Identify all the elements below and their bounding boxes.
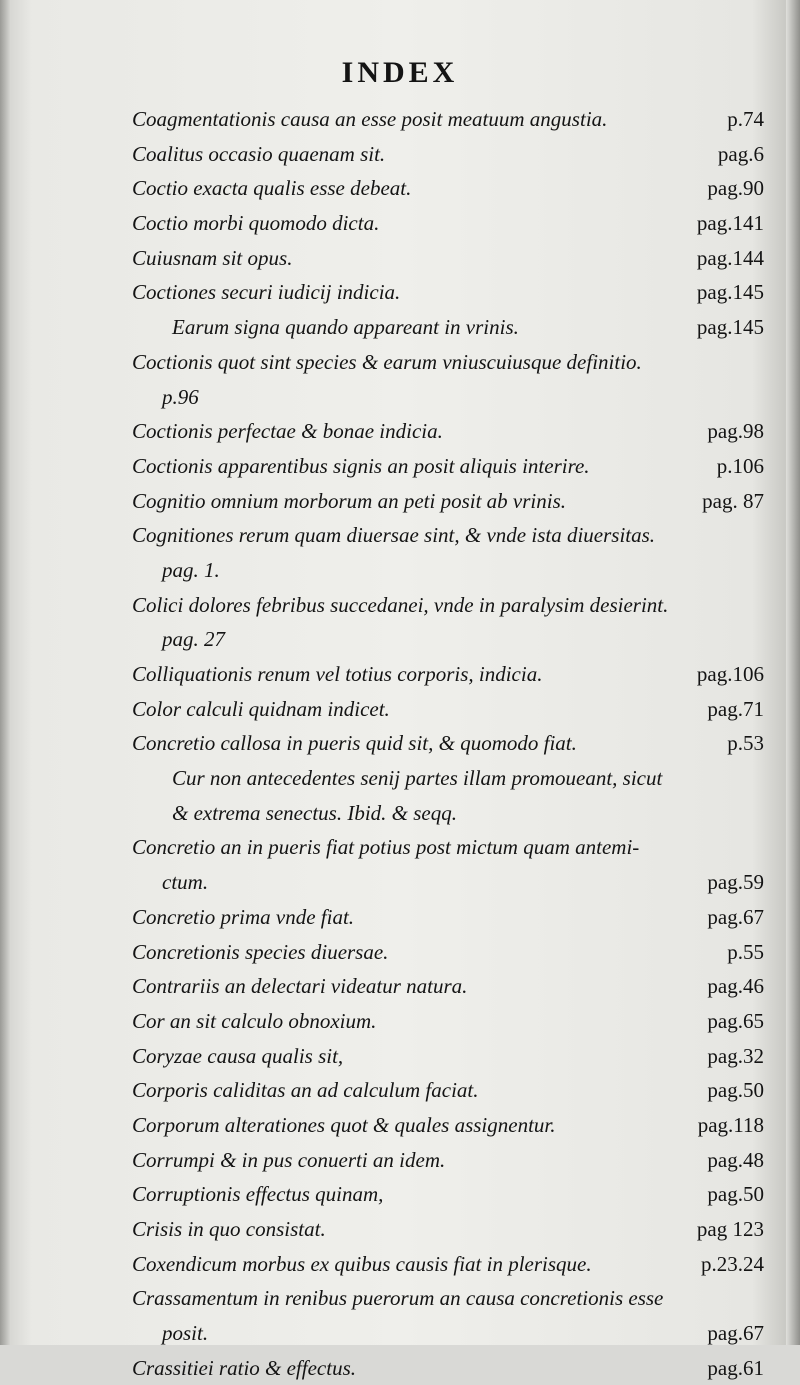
entry-page-ref: pag.6 — [717, 141, 764, 166]
entry-page-ref: pag.67 — [707, 1321, 764, 1346]
entry-text: Coalitus occasio quaenam sit. — [132, 141, 386, 166]
entry-text: Earum signa quando appareant in vrinis. — [172, 315, 519, 340]
entry-text: Concretio prima vnde fiat. — [132, 904, 355, 929]
entry-page-ref: pag.141 — [696, 211, 764, 236]
entry-text: Cognitiones rerum quam diuersae sint, & vnde ista diuersitas. — [132, 523, 656, 548]
entry-text: Corrumpi & in pus conuerti an idem. — [132, 1147, 446, 1172]
entry-text: Crisis in quo consistat. — [132, 1217, 326, 1241]
index-entry — [132, 1143, 764, 1178]
index-entry — [132, 206, 764, 241]
entry-page-ref: pag.145 — [696, 315, 764, 340]
index-entry — [132, 796, 764, 831]
entry-text: Coxendicum morbus ex quibus causis fiat in plerisque. — [132, 1251, 592, 1276]
index-entry — [132, 275, 764, 310]
entry-page-ref: pag.32 — [707, 1043, 764, 1068]
index-entry — [132, 1316, 764, 1351]
index-entry — [132, 761, 764, 796]
index-entry — [132, 241, 764, 276]
entry-text: Coagmentationis causa an esse posit meatuum angustia. — [132, 107, 608, 131]
entry-page-ref: pag.59 — [707, 870, 764, 895]
entry-page-ref: p.106 — [716, 453, 764, 478]
entry-text: Cuiusnam sit opus. — [132, 245, 293, 270]
entry-page-ref: pag.106 — [696, 662, 764, 686]
entry-page-ref: pag. 87 — [702, 488, 764, 513]
entry-page-ref: p.53 — [727, 731, 764, 756]
index-entry — [132, 1039, 764, 1074]
entry-page-ref: p.23.24 — [701, 1251, 764, 1276]
index-entry — [132, 1004, 764, 1039]
index-entry — [132, 380, 764, 415]
index-entry — [132, 935, 764, 970]
index-entry — [132, 1108, 764, 1143]
index-entry — [132, 692, 764, 727]
entry-page-ref: pag.48 — [707, 1147, 764, 1172]
entry-text: Coctionis quot sint species & earum vniuscuiusque definitio. — [132, 349, 642, 374]
entry-text: Coctionis apparentibus signis an posit aliquis interire. — [132, 453, 590, 478]
entry-page-ref: pag.67 — [707, 904, 764, 929]
entry-text: & extrema senectus. Ibid. & seqq. — [172, 800, 457, 825]
entry-page-ref: pag.65 — [707, 1008, 764, 1033]
entry-text: pag. 27 — [162, 627, 225, 652]
index-entry — [132, 553, 764, 588]
entry-text: Colliquationis renum vel totius corporis, indicia. — [132, 662, 543, 686]
entry-text: Cor an sit calculo obnoxium. — [132, 1008, 377, 1033]
entry-text: Coctiones securi iudicij indicia. — [132, 280, 401, 305]
entry-page-ref: pag.46 — [707, 974, 764, 999]
entry-text: ctum. — [162, 870, 209, 895]
index-entry — [132, 588, 764, 623]
entry-text: Corporis caliditas an ad calculum faciat. — [132, 1078, 479, 1103]
entry-page-ref: pag.144 — [696, 245, 764, 270]
entry-text: Coctio morbi quomodo dicta. — [132, 211, 380, 236]
entry-text: pag. 1. — [162, 557, 220, 582]
entry-page-ref: pag.50 — [707, 1078, 764, 1103]
entry-text: Crassamentum in renibus puerorum an causa concretionis esse — [132, 1286, 664, 1311]
index-entry — [132, 414, 764, 449]
entry-text: posit. — [162, 1321, 209, 1346]
entry-text: Concretio callosa in pueris quid sit, & quomodo fiat. — [132, 731, 577, 756]
entry-page-ref: pag.145 — [696, 280, 764, 305]
index-entries — [132, 102, 764, 1385]
entry-text: Colici dolores febribus succedanei, vnde in paralysim desierint. — [132, 592, 669, 617]
entry-text: Cur non antecedentes senij partes illam promoueant, sicut — [172, 766, 663, 791]
entry-text: Coctio exacta qualis esse debeat. — [132, 176, 412, 201]
page-right-edge — [786, 0, 800, 1345]
entry-text: Corporum alterationes quot & quales assignentur. — [132, 1112, 556, 1137]
index-entry — [132, 484, 764, 519]
index-entry — [132, 1281, 764, 1316]
entry-text: Color calculi quidnam indicet. — [132, 696, 390, 721]
index-entry — [132, 518, 764, 553]
index-entry — [132, 657, 764, 692]
index-entry — [132, 900, 764, 935]
entry-text: Corruptionis effectus quinam, — [132, 1182, 384, 1207]
index-entry — [132, 310, 764, 345]
entry-page-ref: pag 123 — [696, 1217, 764, 1241]
page-left-edge — [0, 0, 10, 1345]
index-entry — [132, 345, 764, 380]
index-entry — [132, 1073, 764, 1108]
index-entry — [132, 726, 764, 761]
entry-text: p.96 — [162, 384, 199, 409]
entry-page-ref: pag.61 — [707, 1355, 764, 1380]
index-entry — [132, 969, 764, 1004]
entry-page-ref: pag.98 — [707, 419, 764, 444]
index-entry — [132, 1212, 764, 1247]
entry-page-ref: pag.50 — [707, 1182, 764, 1207]
page-header: INDEX — [341, 56, 459, 89]
entry-text: Concretio an in pueris fiat potius post mictum quam antemi- — [132, 835, 640, 860]
index-entry — [132, 449, 764, 484]
entry-text: Crassitiei ratio & effectus. — [132, 1355, 356, 1380]
index-entry — [132, 830, 764, 865]
index-entry — [132, 102, 764, 137]
entry-text: Concretionis species diuersae. — [132, 939, 389, 964]
index-entry — [132, 865, 764, 900]
entry-text: Cognitio omnium morborum an peti posit ab vrinis. — [132, 488, 567, 513]
entry-page-ref: pag.118 — [697, 1112, 764, 1137]
index-entry — [132, 1351, 764, 1385]
entry-page-ref: p.74 — [727, 107, 764, 131]
entry-page-ref: pag.71 — [707, 696, 764, 721]
entry-text: Coryzae causa qualis sit, — [132, 1043, 344, 1068]
index-entry — [132, 171, 764, 206]
index-entry — [132, 1177, 764, 1212]
entry-text: Coctionis perfectae & bonae indicia. — [132, 419, 443, 444]
entry-text: Contrariis an delectari videatur natura. — [132, 974, 468, 999]
index-entry — [132, 622, 764, 657]
entry-page-ref: pag.90 — [707, 176, 764, 201]
index-entry — [132, 1247, 764, 1282]
entry-page-ref: p.55 — [727, 939, 764, 964]
index-entry — [132, 137, 764, 172]
